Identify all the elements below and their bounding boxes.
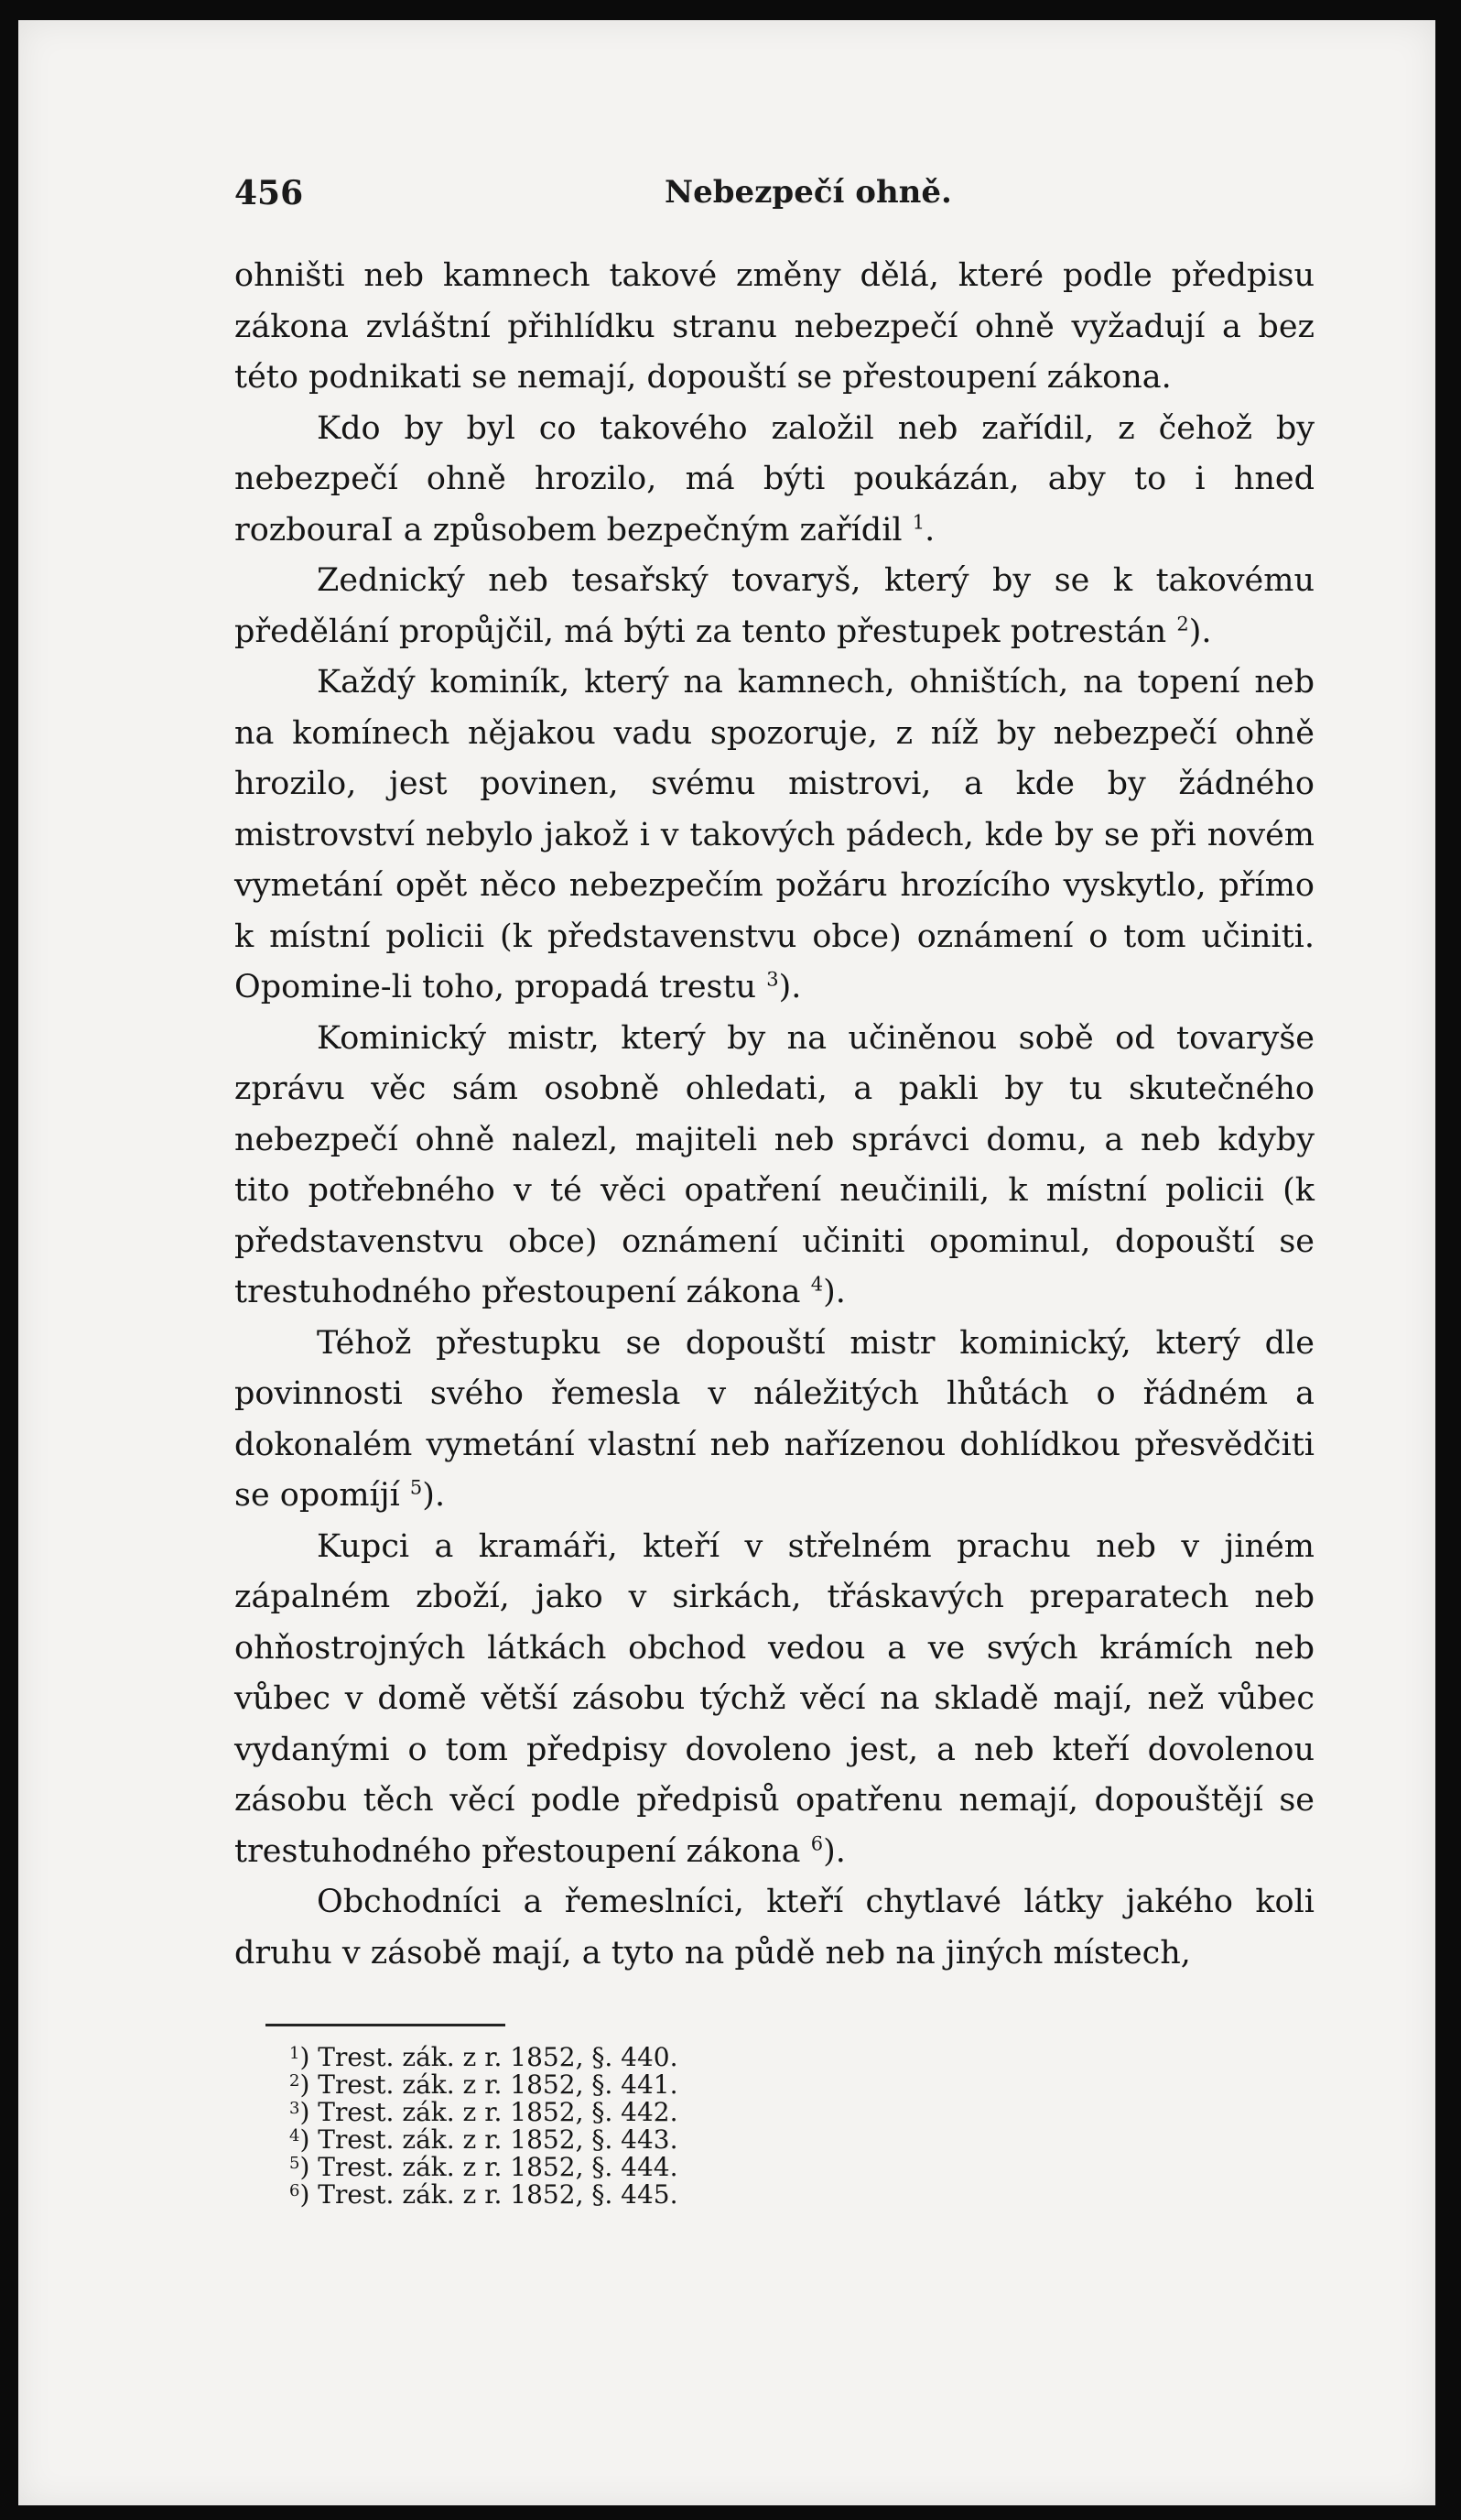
footnote-text: ) Trest. zák. z r. 1852, §. 445. — [299, 2179, 678, 2210]
footnote-mark: 6 — [289, 2181, 300, 2200]
running-title: Nebezpečí ohně. — [665, 174, 952, 211]
footnote — [289, 2099, 678, 2126]
footnote-reference: 1 — [912, 510, 925, 533]
footnote-mark: 4 — [289, 2126, 300, 2145]
footnote-reference: 5 — [409, 1476, 423, 1499]
footnote — [289, 2044, 678, 2071]
footnote-text: ) Trest. zák. z r. 1852, §. 440. — [299, 2042, 678, 2072]
footnote-reference: 3 — [766, 968, 779, 991]
paragraph — [234, 1014, 1315, 1319]
footnote-divider — [265, 2024, 505, 2026]
paragraph — [234, 1877, 1315, 1979]
footnote-mark: 1 — [289, 2044, 300, 2063]
paragraph-text: Zednický neb tesařský tovaryš, který by se k takovému předělání propůjčil, má býti za tento přestupek potrestán — [234, 562, 1315, 650]
paragraph-text: Kominický mistr, který by na učiněnou sobě od tovaryše zprávu věc sám osobně ohledati, a pakli by tu skutečného nebezpečí ohně nalezl, majiteli neb správci domu, a neb kdyby tito potřebného v té věci opatření neučinili, k místní policii (k představenstvu obce) oznámení učiniti opominul, dopouští se trestuhodného přestoupení zákona — [234, 1019, 1315, 1310]
footnote-text: ) Trest. zák. z r. 1852, §. 443. — [299, 2124, 678, 2155]
paragraph — [234, 556, 1315, 657]
footnote-text: ) Trest. zák. z r. 1852, §. 441. — [299, 2069, 678, 2100]
paragraph — [234, 1522, 1315, 1878]
footnote — [289, 2071, 678, 2099]
paragraph-ending: ). — [778, 969, 802, 1005]
paragraph-text: Každý kominík, který na kamnech, ohništích, na topení neb na komínech nějakou vadu spozoruje, z níž by nebezpečí ohně hrozilo, jest povinen, svému mistrovi, a kde by žádného mistrovství nebylo jakož i v takových pádech, kde by se při novém vymetání opět něco nebezpečím požáru hrozícího vyskytlo, přímo k místní policii (k představenstvu obce) oznámení o tom učiniti. Opomine-li toho, propadá trestu — [234, 664, 1315, 1005]
paragraph — [234, 404, 1315, 557]
main-text — [234, 251, 1315, 1979]
paragraph-text: Kdo by byl co takového založil neb zařídil, z čehož by nebezpečí ohně hrozilo, má býti poukázán, aby to i hned rozbouraI a způsobem bezpečným zařídil — [234, 409, 1315, 549]
footnote — [289, 2181, 678, 2209]
book-page — [18, 20, 1435, 2505]
page-header — [234, 174, 1315, 229]
footnote — [289, 2154, 678, 2181]
paragraph-continuation — [234, 251, 1315, 404]
paragraph-text: Kupci a kramáři, kteří v střelném prachu neb v jiném zápalném zboží, jako v sirkách, třáskavých preparatech neb ohňostrojných látkách obchod vedou a ve svých krámích neb vůbec v domě větší zásobu týchž věcí na skladě mají, než vůbec vydanými o tom předpisy dovoleno jest, a neb kteří dovolenou zásobu těch věcí podle předpisů opatřenu nemají, dopouštějí se trestuhodného přestoupení zákona — [234, 1527, 1315, 1870]
paragraph-text: Obchodníci a řemeslníci, kteří chytlavé látky jakého koli druhu v zásobě mají, a tyto na půdě neb na jiných místech, — [234, 1884, 1315, 1971]
footnote-mark: 3 — [289, 2099, 300, 2118]
paragraph-ending: ). — [422, 1477, 446, 1514]
footnotes — [289, 2044, 678, 2209]
paragraph-text: ohništi neb kamnech takové změny dělá, které podle předpisu zákona zvláštní přihlídku stranu nebezpečí ohně vyžadují a bez této podnikati se nemají, dopouští se přestoupení zákona. — [234, 257, 1315, 396]
paragraph-text: Téhož přestupku se dopouští mistr kominický, který dle povinnosti svého řemesla v náležitých lhůtách o řádném a dokonalém vymetání vlastní neb nařízenou dohlídkou přesvědčiti se opomíjí — [234, 1324, 1315, 1514]
footnote-reference: 2 — [1176, 612, 1189, 635]
paragraph — [234, 657, 1315, 1014]
footnote-mark: 5 — [289, 2154, 300, 2173]
paragraph — [234, 1319, 1315, 1522]
paragraph-ending: ). — [823, 1274, 846, 1310]
footnote — [289, 2126, 678, 2154]
footnote-mark: 2 — [289, 2071, 300, 2091]
paragraph-ending: ). — [823, 1832, 846, 1870]
page-number: 456 — [234, 174, 304, 212]
paragraph-ending: . — [925, 511, 936, 549]
footnote-reference: 6 — [810, 1831, 824, 1854]
footnote-reference: 4 — [810, 1273, 824, 1296]
footnote-text: ) Trest. zák. z r. 1852, §. 442. — [299, 2097, 678, 2127]
footnote-text: ) Trest. zák. z r. 1852, §. 444. — [299, 2152, 678, 2182]
paragraph-ending: ). — [1188, 613, 1212, 650]
